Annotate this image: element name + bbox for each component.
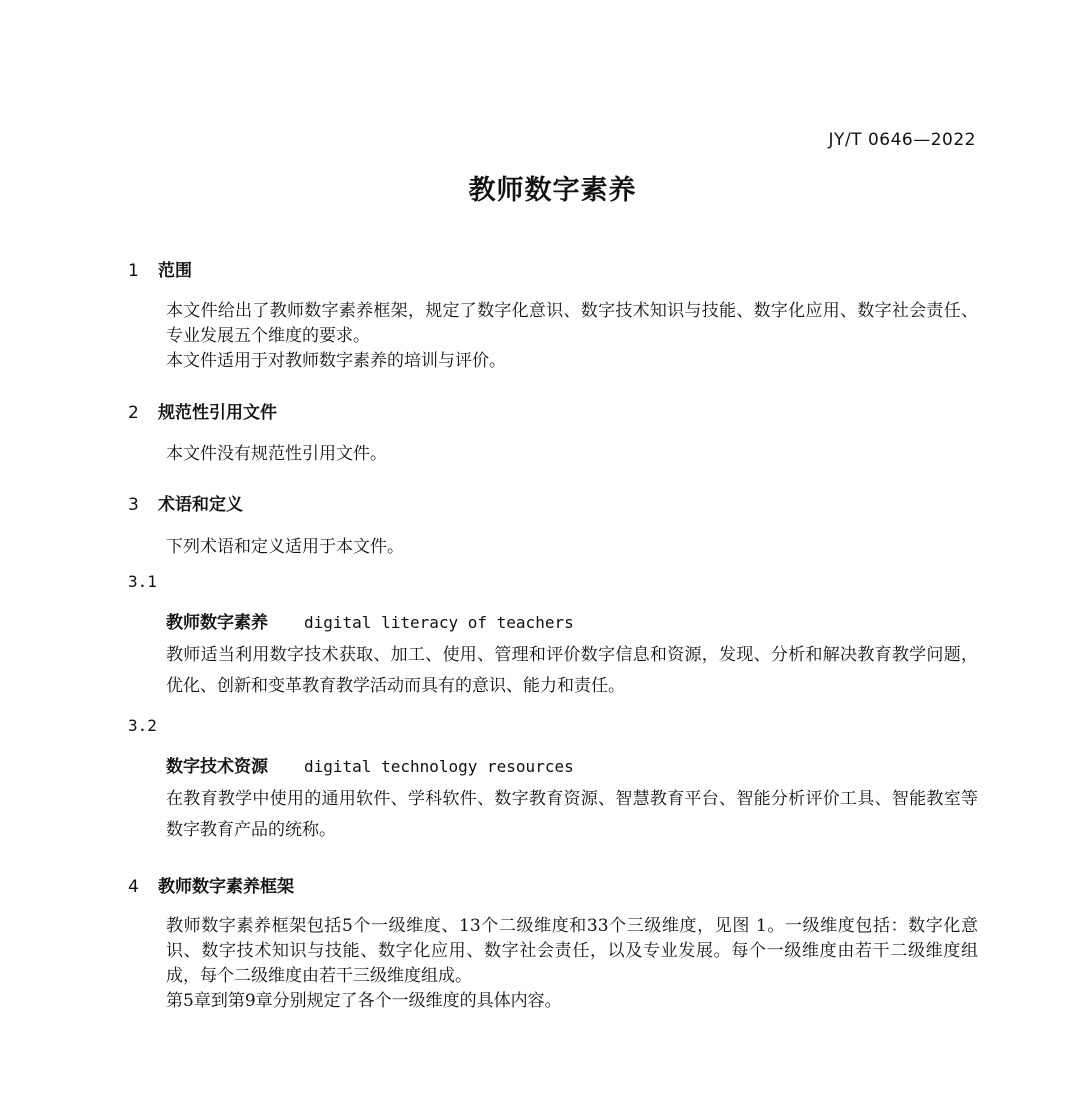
section-title: 教师数字素养框架 [158, 877, 294, 897]
term-chinese: 教师数字素养 [166, 613, 268, 633]
section-number: 3 [128, 495, 139, 515]
paragraph-text: 本文件没有规范性引用文件。 [166, 444, 387, 464]
term-definition [128, 784, 978, 846]
term-entry [166, 608, 574, 633]
term-english: digital literacy of teachers [304, 613, 574, 632]
section-number: 1 [128, 261, 139, 281]
paragraph [128, 299, 978, 374]
section-heading-framework [128, 872, 294, 897]
paragraph [128, 535, 978, 560]
section-number: 4 [128, 877, 139, 897]
paragraph-text: 本文件给出了教师数字素养框架，规定了数字化意识、数字技术知识与技能、数字化应用、数字社会责任、专业发展五个维度的要求。 [166, 301, 978, 346]
section-number: 2 [128, 403, 139, 423]
term-english: digital technology resources [304, 757, 574, 776]
term-entry [166, 752, 574, 777]
paragraph-text: 本文件适用于对教师数字素养的培训与评价。 [166, 351, 506, 371]
standard-code: JY/T 0646—2022 [828, 130, 976, 150]
section-heading-terms [128, 490, 243, 515]
paragraph-text: 教师数字素养框架包括5个一级维度、13个二级维度和33个三级维度，见图 1。一级维度包括：数字化意识、数字技术知识与技能、数字化应用、数字社会责任，以及专业发展。每个一级维度由若干二级维度组成，每个二级维度由若干三级维度组成。 [166, 916, 978, 986]
section-title: 范围 [158, 261, 192, 281]
clause-number: 3.2 [128, 716, 157, 735]
clause-number: 3.1 [128, 572, 157, 591]
term-definition [128, 640, 978, 702]
section-heading-scope [128, 256, 192, 281]
definition-text: 在教育教学中使用的通用软件、学科软件、数字教育资源、智慧教育平台、智能分析评价工具、智能教室等数字教育产品的统称。 [166, 789, 978, 840]
paragraph-text: 第5章到第9章分别规定了各个一级维度的具体内容。 [166, 991, 562, 1011]
section-heading-normative-references [128, 398, 277, 423]
section-title: 规范性引用文件 [158, 403, 277, 423]
paragraph-text: 下列术语和定义适用于本文件。 [166, 537, 404, 557]
paragraph [128, 442, 978, 467]
term-chinese: 数字技术资源 [166, 757, 268, 777]
document-title: 教师数字素养 [468, 175, 637, 206]
section-title: 术语和定义 [158, 495, 243, 515]
paragraph [128, 914, 978, 1014]
definition-text: 教师适当利用数字技术获取、加工、使用、管理和评价数字信息和资源，发现、分析和解决教育教学问题，优化、创新和变革教育教学活动而具有的意识、能力和责任。 [166, 645, 978, 696]
